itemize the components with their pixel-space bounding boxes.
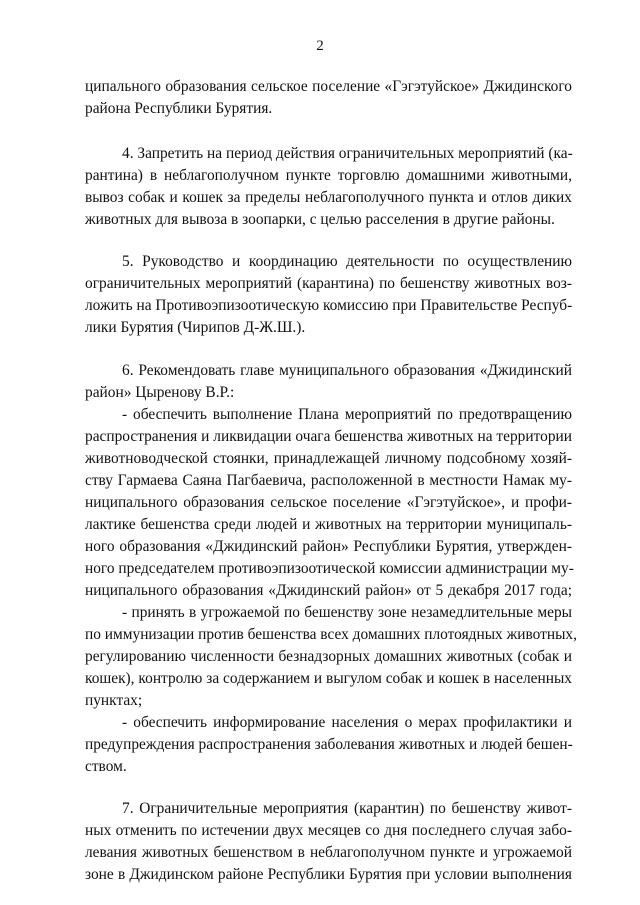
text-line: ством.: [85, 758, 127, 775]
paragraph-4-first-line: 4. Запретить на период действия ограничительных мероприятий (ка-: [122, 145, 573, 162]
text-line: пунктах;: [85, 692, 143, 709]
paragraph-5-first-line: 5. Руководство и координацию деятельности по осуществлению: [122, 253, 572, 270]
text-line: ного председателем противоэпизоотической комиссии администрации му-: [85, 560, 574, 577]
text-line: предупреждения распространения заболевания животных и людей бешен-: [85, 736, 573, 753]
page-number: 2: [316, 38, 324, 54]
bullet-item-first-line: - обеспечить выполнение Плана мероприятий по предотвращению: [122, 406, 572, 423]
bullet-item-first-line: - принять в угрожаемой по бешенству зоне незамедлительные меры: [122, 604, 572, 621]
text-line: кошек), контролю за содержанием и выгулом собак и кошек в населенных: [85, 670, 572, 687]
text-line: левания животных бешенством в неблагополучном пункте и угрожаемой: [85, 844, 572, 861]
bullet-item-first-line: - обеспечить информирование населения о мерах профилактики и: [122, 714, 572, 731]
text-line: вывоз собак и кошек за пределы неблагополучного пункта и отлов диких: [85, 189, 572, 206]
text-line: ниципального образования «Джидинский район» от 5 декабря 2017 года;: [85, 582, 572, 599]
text-line: ству Гармаева Саяна Пагбаевича, расположенной в местности Намак му-: [85, 472, 572, 489]
text-line: ограничительных мероприятий (карантина) по бешенству животных воз-: [85, 275, 572, 292]
text-line: зоне в Джидинском районе Республики Бурятия при условии выполнения: [85, 866, 572, 883]
text-line: ложить на Противоэпизоотическую комиссию при Правительстве Респуб-: [85, 297, 573, 314]
text-line: по иммунизации против бешенства всех домашних плотоядных животных,: [85, 626, 577, 643]
text-line: ципального образования сельское поселение «Гэгэтуйское» Джидинского: [85, 78, 572, 95]
text-line: ниципального образования сельское поселение «Гэгэтуйское», и профи-: [85, 494, 572, 511]
text-line: лики Бурятия (Чирипов Д-Ж.Ш.).: [85, 319, 306, 336]
text-line: рантина) в неблагополучном пункте торговлю домашними животными,: [85, 167, 572, 184]
text-line: район» Цыренову В.Р.:: [85, 384, 235, 401]
text-line: распространения и ликвидации очага бешенства животных на территории: [85, 428, 572, 445]
text-line: ного образования «Джидинский район» Республики Бурятия, утвержден-: [85, 538, 572, 555]
text-line: района Республики Бурятия.: [85, 100, 273, 117]
paragraph-7-first-line: 7. Ограничительные мероприятия (карантин) по бешенству живот-: [122, 800, 572, 817]
text-line: животноводческой стоянки, принадлежащей личному подсобному хозяй-: [85, 450, 572, 467]
paragraph-6-first-line: 6. Рекомендовать главе муниципального образования «Джидинский: [122, 362, 572, 379]
text-line: регулированию численности безнадзорных домашних животных (собак и: [85, 648, 572, 665]
text-line: животных для вывоза в зоопарки, с целью расселения в другие районы.: [85, 211, 555, 228]
text-line: лактике бешенства среди людей и животных на территории муниципаль-: [85, 516, 572, 533]
text-line: ных отменить по истечении двух месяцев со дня последнего случая забо-: [85, 822, 572, 839]
